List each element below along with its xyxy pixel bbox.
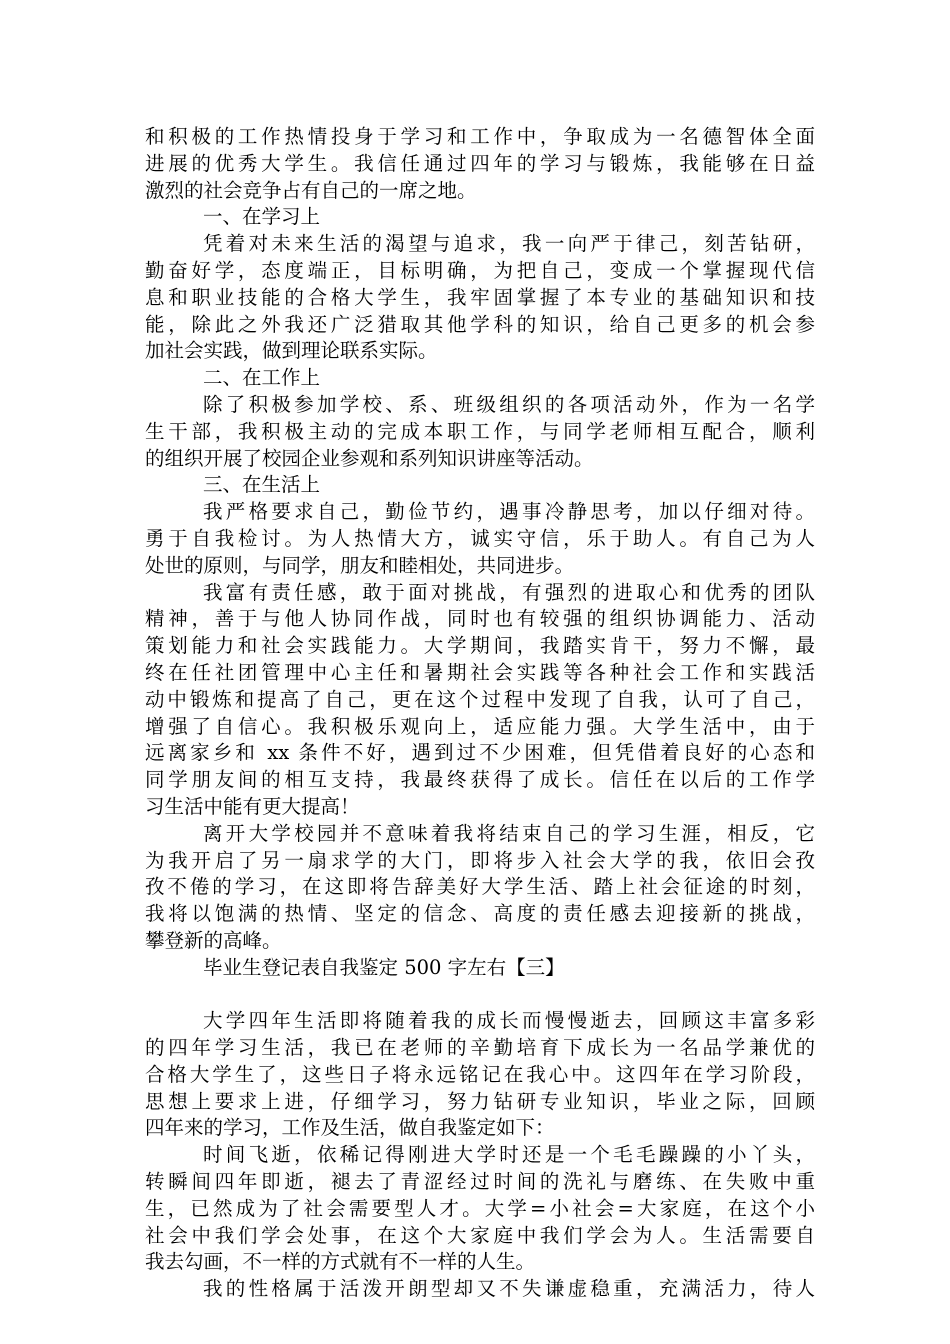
text-line: 的组织开展了校园企业参观和系列知识讲座等活动。	[145, 446, 594, 470]
text-line: 我的性格属于活泼开朗型却又不失谦虚稳重，充满活力，待人	[203, 1277, 815, 1301]
text-line: 增强了自信心。我积极乐观向上，适应能力强。大学生活中，由于	[145, 714, 815, 738]
text-line: 攀登新的高峰。	[145, 928, 282, 952]
text-line: 加社会实践，做到理论联系实际。	[145, 339, 438, 363]
text-line: 和积极的工作热情投身于学习和工作中，争取成为一名德智体全面	[145, 125, 815, 148]
text-line: 我严格要求自己，勤俭节约，遇事冷静思考，加以仔细对待。	[203, 500, 815, 524]
text-line: 策划能力和社会实践能力。大学期间，我踏实肯干，努力不懈，最	[145, 634, 815, 658]
text-line: 能，除此之外我还广泛猎取其他学科的知识，给自己更多的机会参	[145, 312, 815, 336]
text-line: 生干部，我积极主动的完成本职工作，与同学老师相互配合，顺利	[145, 419, 815, 443]
text-line: 凭着对未来生活的渴望与追求，我一向严于律己，刻苦钻研，	[203, 232, 815, 256]
text-line: 动中锻炼和提高了自己，更在这个过程中发现了自我，认可了自己，	[145, 687, 815, 711]
section-heading: 一、在学习上	[203, 205, 321, 229]
text-line: 远离家乡和 xx 条件不好，遇到过不少困难，但凭借着良好的心态和	[145, 741, 815, 765]
blank-line	[145, 982, 815, 1009]
text-line: 思想上要求上进，仔细学习，努力钻研专业知识，毕业之际，回顾	[145, 1089, 815, 1113]
text-line: 我将以饱满的热情、坚定的信念、高度的责任感去迎接新的挑战，	[145, 902, 815, 926]
text-line: 转瞬间四年即逝，褪去了青涩经过时间的洗礼与磨练、在失败中重	[145, 1170, 815, 1194]
text-line: 我去勾画，不一样的方式就有不一样的人生。	[145, 1250, 536, 1274]
text-line: 勤奋好学，态度端正，目标明确，为把自己，变成一个掌握现代信	[145, 258, 815, 282]
text-line: 大学四年生活即将随着我的成长而慢慢逝去，回顾这丰富多彩	[203, 1009, 815, 1033]
text-line: 同学朋友间的相互支持，我最终获得了成长。信任在以后的工作学	[145, 768, 815, 792]
text-line: 进展的优秀大学生。我信任通过四年的学习与锻炼，我能够在日益	[145, 151, 815, 175]
text-line: 时间飞逝，依稀记得刚进大学时还是一个毛毛躁躁的小丫头，	[203, 1143, 815, 1167]
text-line: 合格大学生了，这些日子将永远铭记在我心中。这四年在学习阶段，	[145, 1062, 815, 1086]
section-heading: 二、在工作上	[203, 366, 321, 390]
text-line: 激烈的社会竞争占有自己的一席之地。	[145, 178, 477, 202]
text-line: 息和职业技能的合格大学生，我牢固掌握了本专业的基础知识和技	[145, 285, 815, 309]
text-line: 生，已然成为了社会需要型人才。大学=小社会=大家庭，在这个小	[145, 1196, 815, 1220]
text-line: 习生活中能有更大提高！	[145, 794, 360, 818]
text-line: 离开大学校园并不意味着我将结束自己的学习生涯，相反，它	[203, 821, 815, 845]
document-body	[145, 124, 815, 1303]
section-heading: 毕业生登记表自我鉴定 500 字左右【三】	[203, 955, 565, 979]
text-line: 四年来的学习，工作及生活，做自我鉴定如下：	[145, 1116, 555, 1140]
text-line: 精神，善于与他人协同作战，同时也有较强的组织协调能力、活动	[145, 607, 815, 631]
text-line: 的四年学习生活，我已在老师的辛勤培育下成长为一名品学兼优的	[145, 1036, 815, 1060]
text-line: 勇于自我检讨。为人热情大方，诚实守信，乐于助人。有自己为人	[145, 526, 815, 550]
text-line: 孜不倦的学习，在这即将告辞美好大学生活、踏上社会征途的时刻，	[145, 875, 815, 899]
text-line: 我富有责任感，敢于面对挑战，有强烈的进取心和优秀的团队	[203, 580, 815, 604]
section-heading: 三、在生活上	[203, 473, 321, 497]
text-line: 终在任社团管理中心主任和暑期社会实践等各种社会工作和实践活	[145, 660, 815, 684]
text-line: 社会中我们学会处事，在这个大家庭中我们学会为人。生活需要自	[145, 1223, 815, 1247]
text-line: 为我开启了另一扇求学的大门，即将步入社会大学的我，依旧会孜	[145, 848, 815, 872]
text-line: 除了积极参加学校、系、班级组织的各项活动外，作为一名学	[203, 392, 815, 416]
text-line: 处世的原则，与同学，朋友和睦相处，共同进步。	[145, 553, 575, 577]
